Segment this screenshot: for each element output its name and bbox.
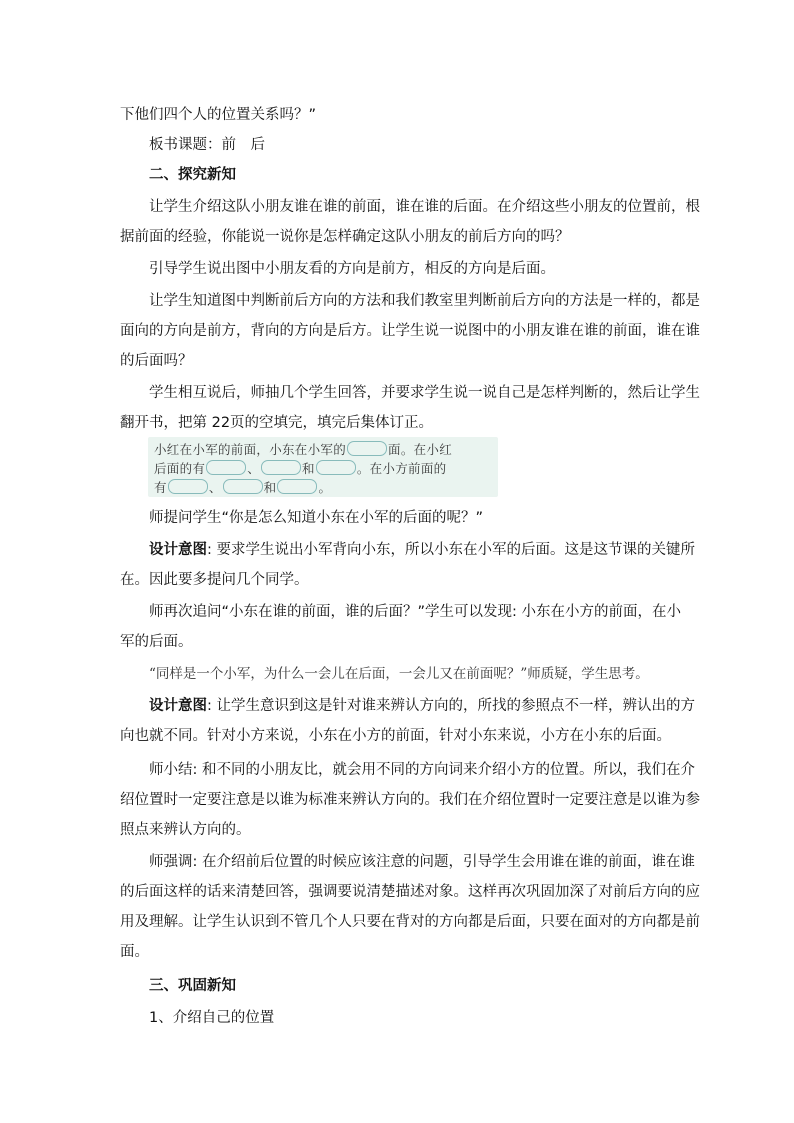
text-line: 面。 (120, 944, 149, 960)
text-line: 向也就不同。针对小方来说，小东在小方的前面，针对小东来说，小方在小东的后面。 (120, 728, 671, 744)
text-line: 师提问学生“你是怎么知道小东在小军的后面的呢？” (149, 510, 484, 526)
text-line: 下他们四个人的位置关系吗？” (120, 107, 317, 123)
exercise-text: 。在小方前面的 (356, 461, 447, 476)
textbook-exercise-image (148, 437, 498, 497)
list-item: 1、介绍自己的位置 (149, 1010, 275, 1026)
blank-box (261, 460, 301, 475)
text-line: 让学生介绍这队小朋友谁在谁的前面，谁在谁的后面。在介绍这些小朋友的位置前，根 (149, 199, 700, 215)
exercise-row (154, 440, 452, 458)
design-intent-line (120, 539, 695, 561)
exercise-row (154, 478, 331, 496)
text-line: 的后面这样的话来清楚回答，强调要说清楚描述对象。这样再次巩固加深了对前后方向的应 (120, 884, 700, 900)
blank-box (168, 479, 208, 494)
text-line: 军的后面。 (120, 634, 193, 650)
text-line: 用及理解。让学生认识到不管几个人只要在背对的方向都是后面，只要在面对的方向都是前 (120, 914, 700, 930)
exercise-text: 和 (263, 480, 277, 495)
exercise-text: 有 (154, 480, 167, 495)
text-line: 绍位置时一定要注意是以谁为标准来辨认方向的。我们在介绍位置时一定要注意是以谁为参 (120, 792, 700, 808)
text-line: 师小结: 和不同的小朋友比，就会用不同的方向词来介绍小方的位置。所以，我们在介 (149, 762, 695, 778)
design-intent-line (120, 695, 695, 717)
blank-box (347, 441, 387, 456)
design-intent-label: 设计意图 (149, 698, 207, 714)
exercise-text: 后面的有 (154, 461, 206, 476)
design-intent-text: : 要求学生说出小军背向小东，所以小东在小军的后面。这是这节课的关键所 (207, 542, 695, 558)
text-line: 让学生知道图中判断前后方向的方法和我们教室里判断前后方向的方法是一样的，都是 (149, 293, 700, 309)
exercise-text: 。 (318, 480, 332, 495)
blank-box (316, 460, 356, 475)
exercise-text: 、 (247, 461, 261, 476)
exercise-text: 、 (208, 480, 222, 495)
text-line: 据前面的经验，你能说一说你是怎样确定这队小朋友的前后方向的吗？ (120, 229, 570, 245)
text-line: 照点来辨认方向的。 (120, 822, 251, 838)
blank-box (223, 479, 263, 494)
exercise-text: 和 (302, 461, 315, 476)
text-line: “同样是一个小军，为什么一会儿在后面，一会儿又在前面呢？”师质疑，学生思考。 (149, 666, 649, 682)
design-intent-label: 设计意图 (149, 542, 207, 558)
section-heading: 三、巩固新知 (149, 978, 236, 994)
text-line: 引导学生说出图中小朋友看的方向是前方，相反的方向是后面。 (149, 261, 555, 277)
text-line: 在。因此要多提问几个同学。 (120, 572, 309, 588)
text-line: 学生相互说后，师抽几个学生回答，并要求学生说一说自己是怎样判断的，然后让学生 (149, 385, 700, 401)
section-heading: 二、探究新知 (149, 167, 236, 183)
exercise-row (154, 459, 446, 477)
blank-box (277, 479, 317, 494)
blank-box (206, 460, 246, 475)
exercise-text: 面。在小红 (388, 442, 453, 457)
text-line: 师再次追问“小东在谁的前面，谁的后面？”学生可以发现: 小东在小方的前面，在小 (149, 604, 682, 620)
text-line: 的后面吗？ (120, 353, 193, 369)
design-intent-text: : 让学生意识到这是针对谁来辨认方向的，所找的参照点不一样，辨认出的方 (207, 698, 695, 714)
text-line: 翻开书，把第 22页的空填完，填完后集体订正。 (120, 415, 434, 431)
text-line: 面向的方向是前方，背向的方向是后方。让学生说一说图中的小朋友谁在谁的前面，谁在谁 (120, 323, 700, 339)
board-title: 板书课题：前 后 (149, 137, 265, 153)
exercise-text: 小红在小军的前面，小东在小军的 (154, 442, 347, 457)
text-line: 师强调: 在介绍前后位置的时候应该注意的问题，引导学生会用谁在谁的前面，谁在谁 (149, 854, 695, 870)
